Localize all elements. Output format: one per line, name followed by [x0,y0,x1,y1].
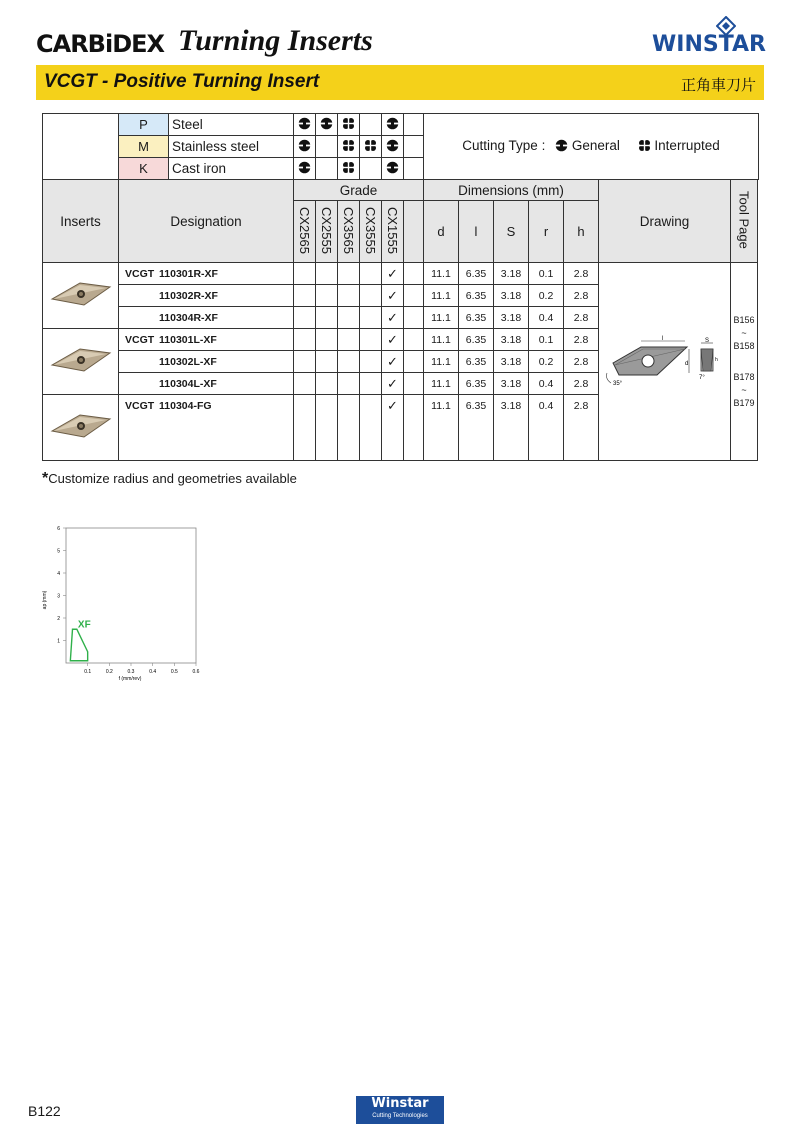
grade-label: CX2555 [319,206,334,254]
general-cut-icon [298,161,311,177]
insert-photo [50,411,112,444]
x-tick-label: 0.6 [192,669,200,675]
interrupted-cut-icon [364,139,377,155]
designation-cell [119,373,294,395]
grade-label: CX3565 [341,206,356,254]
dim-l: 6.35 [459,263,494,285]
grade-check: ✓ [382,307,404,329]
footer-brand: Winstar [371,1096,429,1111]
dim-r: 0.1 [529,329,564,351]
dim-h: 2.8 [564,263,599,285]
drawing-label-s: S [704,338,709,344]
grade-check: ✓ [382,395,404,417]
series-label: VCGT [125,267,155,280]
grade-check: ✓ [382,329,404,351]
grade-cell [316,307,338,329]
insert-drawing [601,325,729,395]
grade-cell [360,307,382,329]
mark-cell [382,136,404,158]
header-inserts: Inserts [43,180,119,263]
drawing-label-d: d [684,361,688,367]
grade-spacer [404,329,424,351]
note-star: * [42,470,49,487]
dim-l: 6.35 [459,307,494,329]
material-name: Cast iron [169,158,294,180]
drawing-label-7: 7° [698,375,705,381]
header-grade: Grade [294,180,424,201]
spacer-cell [404,114,424,136]
interrupted-cut-icon [342,139,355,155]
grade-cell [360,329,382,351]
page-header [36,24,766,64]
grade-spacer [404,201,424,263]
dim-d: 11.1 [424,285,459,307]
insert-photo [50,345,112,378]
product-subtitle-chinese: 正角車刀片 [680,77,756,94]
designation-cell [119,329,294,351]
mark-cell [294,114,316,136]
dim-cell [494,417,529,439]
grade-cell [338,329,360,351]
dim-header: d [424,201,459,263]
dim-s: 3.18 [494,373,529,395]
grade-check: ✓ [382,263,404,285]
cutting-type-general: General [571,138,620,154]
grade-spacer [404,307,424,329]
grade-cell [360,439,382,461]
general-cut-icon [386,117,399,133]
chart-ylabel: ap (mm) [42,590,48,610]
mark-cell [338,136,360,158]
grade-cell [338,395,360,417]
dim-l: 6.35 [459,329,494,351]
grade-cell [294,285,316,307]
dim-cell [529,439,564,461]
dim-r: 0.2 [529,351,564,373]
dim-cell [529,417,564,439]
dim-header: h [564,201,599,263]
grade-cell [360,373,382,395]
mark-cell [360,158,382,180]
designation-code: 110302R-XF [159,289,218,302]
tool-page-ref: B156 [733,314,755,325]
grade-cell [294,329,316,351]
dim-cell [424,417,459,439]
header-designation: Designation [119,180,294,263]
spec-table [42,113,759,461]
designation-code: 110304L-XF [159,377,217,390]
drawing-cell [599,263,731,461]
header-tool-page [731,180,758,263]
grade-header [294,201,316,263]
xf-region-label: XF [77,619,91,631]
mark-cell [382,158,404,180]
y-tick-label: 4 [57,571,60,577]
cutting-type-legend [424,114,759,180]
spacer-cell [404,136,424,158]
tool-page-sep: ~ [741,384,747,395]
designation-code: 110304-FG [159,399,212,412]
grade-cell [316,395,338,417]
dim-s: 3.18 [494,395,529,417]
mark-cell [382,114,404,136]
drawing-label-h: h [714,357,718,363]
grade-label: CX3555 [363,206,378,254]
x-tick-label: 0.4 [149,669,157,675]
dim-r: 0.4 [529,373,564,395]
cutting-type-interrupted: Interrupted [654,138,720,154]
grade-cell [294,439,316,461]
xf-region [70,629,87,661]
dim-l: 6.35 [459,373,494,395]
dim-s: 3.18 [494,307,529,329]
grade-spacer [404,373,424,395]
grade-spacer [404,395,424,417]
material-code: K [119,158,169,180]
tool-page-ref: B158 [733,340,755,351]
dim-s: 3.18 [494,351,529,373]
insert-image-cell [43,395,119,461]
mark-cell [294,158,316,180]
y-tick-label: 5 [57,548,60,555]
designation-cell [119,307,294,329]
dim-header: r [529,201,564,263]
grade-cell [294,373,316,395]
general-cut-icon [298,139,311,155]
dim-s: 3.18 [494,285,529,307]
interrupted-cut-icon [342,161,355,177]
chart-xlabel: f (mm/rev) [118,676,142,682]
dim-r: 0.4 [529,307,564,329]
material-code: M [119,136,169,158]
dim-s: 3.18 [494,263,529,285]
grade-header [360,201,382,263]
tool-page-ref: B178 [733,371,755,382]
grade-cell [294,351,316,373]
designation-code: 110301L-XF [159,333,217,346]
grade-cell [360,395,382,417]
series-label: VCGT [125,399,155,412]
product-banner [36,65,764,100]
dim-cell [564,417,599,439]
dim-d: 11.1 [424,263,459,285]
spacer-cell [404,158,424,180]
x-tick-label: 0.5 [170,669,178,675]
designation-cell [119,351,294,373]
grade-header [382,201,404,263]
material-name: Steel [169,114,294,136]
designation-code: 110301R-XF [159,267,218,280]
interrupted-cut-icon [638,139,651,155]
y-tick-label: 6 [57,526,60,532]
general-cut-icon [386,139,399,155]
grade-cell [360,351,382,373]
mark-cell [360,136,382,158]
chart-frame [66,528,196,663]
table-row [43,263,759,285]
chipbreaker-chart [36,520,206,685]
material-name: Stainless steel [169,136,294,158]
footer-logo [356,1096,444,1124]
grade-cell [360,417,382,439]
mark-cell [294,136,316,158]
tool-page-label: Tool Page [736,190,752,249]
interrupted-cut-icon [342,117,355,133]
header-drawing: Drawing [599,180,731,263]
dim-l: 6.35 [459,395,494,417]
dim-h: 2.8 [564,373,599,395]
grade-cell [316,417,338,439]
y-tick-label: 3 [57,593,60,600]
material-row-p [43,114,759,136]
grade-spacer [404,263,424,285]
designation-cell [119,417,294,439]
grade-label: CX1555 [385,206,400,254]
general-cut-icon [386,161,399,177]
designation-cell [119,439,294,461]
grade-spacer [404,417,424,439]
material-code: P [119,114,169,136]
grade-cell [338,439,360,461]
general-cut-icon [320,117,333,133]
grade-cell [294,307,316,329]
header-dimensions: Dimensions (mm) [424,180,599,201]
grade-cell [294,395,316,417]
general-cut-icon [555,139,568,155]
grade-cell [338,351,360,373]
grade-cell [316,351,338,373]
customize-note [42,470,297,488]
grade-cell [360,285,382,307]
dim-d: 11.1 [424,351,459,373]
dim-l: 6.35 [459,351,494,373]
dim-r: 0.1 [529,263,564,285]
tool-page-sep: ~ [741,327,747,338]
dim-s: 3.18 [494,329,529,351]
brand-logo: CARBiDEX [36,30,165,58]
dim-d: 11.1 [424,329,459,351]
designation-cell [119,395,294,417]
dim-d: 11.1 [424,395,459,417]
header-row-1 [43,180,759,201]
dim-d: 11.1 [424,307,459,329]
grade-header [338,201,360,263]
grade-header [316,201,338,263]
dim-h: 2.8 [564,307,599,329]
dim-r: 0.2 [529,285,564,307]
tool-page-cell [731,263,758,461]
designation-code: 110304R-XF [159,311,218,324]
grade-cell [316,263,338,285]
dim-r: 0.4 [529,395,564,417]
grade-check: ✓ [382,285,404,307]
grade-cell [294,263,316,285]
grade-spacer [404,285,424,307]
mark-cell [338,158,360,180]
dim-d: 11.1 [424,373,459,395]
grade-spacer [404,439,424,461]
designation-code: 110302L-XF [159,355,217,368]
dim-cell [494,439,529,461]
grade-label: CX2565 [297,206,312,254]
grade-cell [338,307,360,329]
grade-spacer [404,351,424,373]
mark-cell [338,114,360,136]
grade-cell [316,439,338,461]
y-tick-label: 2 [57,616,60,622]
drawing-label-35: 35° [612,381,622,387]
page-title: Turning Inserts [178,24,373,57]
mark-cell [316,158,338,180]
x-tick-label: 0.3 [127,669,135,675]
grade-cell [338,285,360,307]
dim-l: 6.35 [459,285,494,307]
cutting-type-label: Cutting Type : [462,138,546,154]
dim-cell [424,439,459,461]
x-tick-label: 0.2 [105,669,113,675]
dim-h: 2.8 [564,395,599,417]
drawing-label-l: l [661,336,663,342]
designation-cell [119,263,294,285]
insert-photo [50,279,112,312]
grade-cell [316,285,338,307]
material-blank-cell [43,114,119,180]
grade-cell [316,329,338,351]
dim-header: S [494,201,529,263]
tool-page-ref: B179 [733,397,755,408]
grade-cell [316,373,338,395]
dim-h: 2.8 [564,351,599,373]
dim-h: 2.8 [564,285,599,307]
page-number: B122 [28,1103,61,1119]
mark-cell [360,114,382,136]
mark-cell [316,136,338,158]
general-cut-icon [298,117,311,133]
designation-cell [119,285,294,307]
grade-cell [382,417,404,439]
mark-cell [316,114,338,136]
note-text: Customize radius and geometries available [48,471,297,486]
footer-tagline: Cutting Technologies [372,1113,428,1119]
series-label: VCGT [125,333,155,346]
dim-cell [459,439,494,461]
grade-cell [294,417,316,439]
x-tick-label: 0.1 [84,669,92,675]
grade-check: ✓ [382,373,404,395]
grade-check: ✓ [382,351,404,373]
insert-image-cell [43,329,119,395]
insert-image-cell [43,263,119,329]
dim-header: l [459,201,494,263]
grade-cell [360,263,382,285]
product-subtitle: VCGT - Positive Turning Insert [44,71,320,92]
dim-cell [564,439,599,461]
y-tick-label: 1 [57,638,60,645]
grade-cell [338,417,360,439]
dim-h: 2.8 [564,329,599,351]
grade-cell [338,373,360,395]
winstar-logo: WINSTAR [652,32,766,57]
grade-cell [382,439,404,461]
dim-cell [459,417,494,439]
grade-cell [338,263,360,285]
